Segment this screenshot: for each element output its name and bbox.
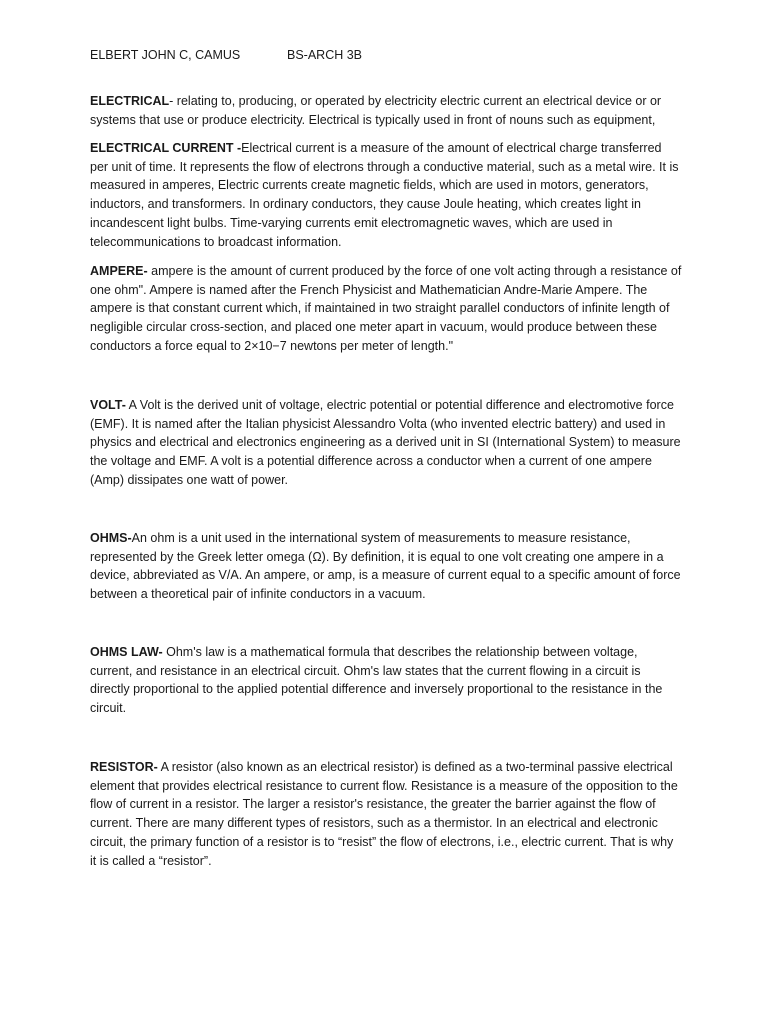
term-heading: VOLT- bbox=[90, 398, 126, 412]
definition-paragraph-resistor bbox=[90, 758, 682, 870]
definition-paragraph-ampere bbox=[90, 262, 682, 356]
course-section: BS-ARCH 3B bbox=[287, 48, 363, 62]
term-heading: ELECTRICAL bbox=[90, 94, 170, 108]
term-heading: ELECTRICAL CURRENT - bbox=[90, 141, 242, 155]
term-heading: OHMS LAW- bbox=[90, 645, 163, 659]
definition-paragraph-volt bbox=[90, 396, 682, 490]
term-definition: - relating to, producing, or operated by electricity electric current an electrical device or or systems that use or produce electricity. Electrical is typically used in front of nouns such as equipment, bbox=[90, 94, 662, 127]
term-definition: An ohm is a unit used in the international system of measurements to measure resistance, represented by the Greek letter omega (Ω). By definition, it is equal to one volt creating one ampere in a device, abbreviated as V/A. An ampere, or amp, is a measure of current equal to a specific amount of force between a theoretical pair of infinite conductors in a vacuum. bbox=[90, 531, 681, 602]
definition-paragraph-electrical-current bbox=[90, 139, 682, 251]
term-heading: OHMS- bbox=[90, 531, 132, 545]
definition-paragraph-ohms-law bbox=[90, 643, 682, 718]
document-header bbox=[90, 46, 363, 64]
author-name: ELBERT JOHN C, CAMUS bbox=[90, 48, 241, 62]
term-heading: AMPERE- bbox=[90, 264, 148, 278]
term-definition: A resistor (also known as an electrical resistor) is defined as a two-terminal passive electrical element that provides electrical resistance to current flow. Resistance is a measure of the opposition to the flow of current in a resistor. The larger a resistor's resistance, the greater the barrier against the flow of current. There are many different types of resistors, such as a thermistor. In an electrical and electronic circuit, the primary function of a resistor is to “resist” the flow of electrons, i.e., electric current. That is why it is called a “resistor”. bbox=[90, 760, 678, 868]
definition-paragraph-electrical bbox=[90, 92, 682, 129]
term-definition: Ohm's law is a mathematical formula that describes the relationship between voltage, current, and resistance in an electrical circuit. Ohm's law states that the current flowing in a circuit is directly proportional to the applied potential difference and inversely proportional to the resistance in the circuit. bbox=[90, 645, 663, 716]
definition-paragraph-ohms bbox=[90, 529, 682, 604]
term-definition: Electrical current is a measure of the amount of electrical charge transferred per unit of time. It represents the flow of electrons through a conductive material, such as a metal wire. It is measured in amperes, Electric currents create magnetic fields, which are used in motors, generators, inductors, and transformers. In ordinary conductors, they cause Joule heating, which creates light in incandescent light bulbs. Time-varying currents emit electromagnetic waves, which are used in telecommunications to broadcast information. bbox=[90, 141, 679, 249]
term-heading: RESISTOR- bbox=[90, 760, 158, 774]
term-definition: A Volt is the derived unit of voltage, electric potential or potential difference and electromotive force (EMF). It is named after the Italian physicist Alessandro Volta (who invented electric battery) and used in physics and electrical and electronics engineering as a derived unit in SI (International System) to measure the voltage and EMF. A volt is a potential difference across a conductor when a current of one ampere (Amp) dissipates one watt of power. bbox=[90, 398, 681, 487]
term-definition: ampere is the amount of current produced by the force of one volt acting through a resistance of one ohm". Ampere is named after the French Physicist and Mathematician Andre-Marie Ampere. The ampere is that constant current which, if maintained in two straight parallel conductors of infinite length of negligible circular cross-section, and placed one meter apart in vacuum, would produce between these conductors a force equal to 2×10−7 newtons per meter of length." bbox=[90, 264, 682, 353]
